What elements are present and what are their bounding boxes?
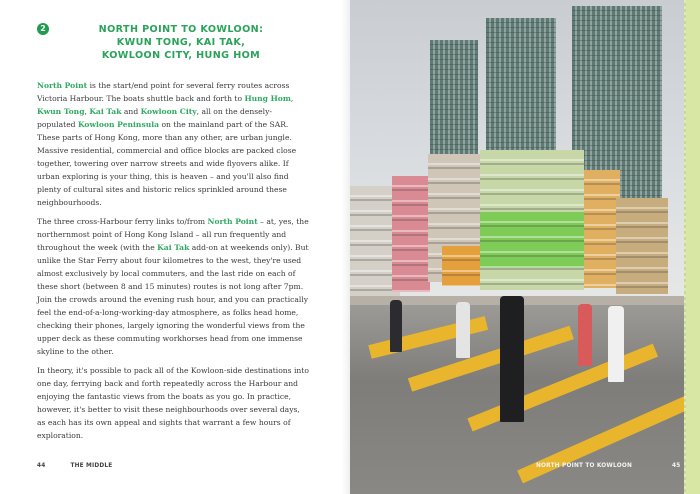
street-photo (350, 0, 688, 494)
pedestrian (578, 304, 592, 366)
text-run: – at, yes, the northernmost point of Hong Kong Island – all run frequently and throughout the week (with the (37, 217, 309, 252)
chapter-title (60, 23, 302, 62)
running-section-title: THE MIDDLE (70, 463, 113, 469)
title-line: KWUN TONG, KAI TAK, (116, 37, 246, 48)
text-run: The three cross-Harbour ferry links to/from (37, 217, 208, 226)
green-edge-strip (686, 0, 700, 494)
building-yellow (584, 170, 620, 288)
page-number: 45 (672, 463, 681, 469)
place-link-kai-tak: Kai Tak (157, 243, 190, 252)
pedestrian (500, 296, 524, 422)
text-run: , (290, 94, 294, 103)
body-text (37, 79, 309, 448)
title-line: KOWLOON CITY, HUNG HOM (101, 50, 261, 61)
text-run: on the mainland part of the SAR. These parts of Hong Kong, more than any other, are urban jungle. Massive residential, commercial and office blocks are packed close together, towering over narrow streets and wide flyovers alike. If urban exploring is your thing, this is heaven – and you'll also find plenty of cultural sites and historic relics sprinkled around these neighbourhoods. (37, 120, 297, 207)
right-page-footer (536, 463, 680, 469)
text-run: , all on the densely-populated (37, 107, 272, 129)
title-line: NORTH POINT TO KOWLOON: (98, 24, 264, 35)
paragraph-2 (37, 215, 309, 358)
building-green-bands (480, 212, 584, 268)
running-section-title: NORTH POINT TO KOWLOON (536, 463, 633, 469)
place-link-kowloon-peninsula: Kowloon Peninsula (77, 120, 160, 129)
text-run: and (121, 107, 141, 116)
text-run: , (84, 107, 90, 116)
chapter-number-badge: 2 (37, 23, 49, 35)
paragraph-1 (37, 79, 309, 209)
place-link-north-point: North Point (37, 81, 88, 90)
page-gutter-shadow (342, 0, 350, 494)
pedestrian (608, 306, 624, 382)
right-page (350, 0, 700, 494)
place-link-north-point: North Point (207, 217, 258, 226)
left-page-footer (37, 463, 112, 469)
text-run: add-on at weekends only). But unlike the Star Ferry about four kilometres to the west, they're used almost exclusively by local commuters, and the last ride on each of these short (between 8 and 15 minutes) routes is not long after 7pm. Join the crowds around the evening rush hour, and you can practically feel the end-of-a-long-working-day atmosphere, as folks head home, checking their phones, largely ignoring the wonderful views from the upper deck as these commuting workhorses head from one immense skyline to the other. (37, 243, 309, 356)
pedestrian (456, 302, 470, 358)
text-run: is the start/end point for several ferry routes across Victoria Harbour. The boats shuttle back and forth to (37, 81, 290, 103)
pedestrian (390, 300, 402, 352)
place-link-kwun-tong: Kwun Tong (37, 107, 85, 116)
place-link-kowloon-city: Kowloon City (140, 107, 197, 116)
page-number: 44 (37, 463, 46, 469)
place-link-kai-tak: Kai Tak (89, 107, 122, 116)
building-pink (392, 176, 430, 292)
paragraph-3: In theory, it's possible to pack all of the Kowloon-side destinations into one day, ferrying back and forth repeatedly across the Harbour and enjoying the fantastic views from the boats as you go. In practice, however, it's better to visit these neighbourhoods over several days, as each has its own appeal and sights that warrant a few hours of exploration. (37, 366, 309, 440)
place-link-hung-hom: Hung Hom (244, 94, 291, 103)
building-orange (442, 246, 482, 286)
building-tan (616, 198, 668, 294)
